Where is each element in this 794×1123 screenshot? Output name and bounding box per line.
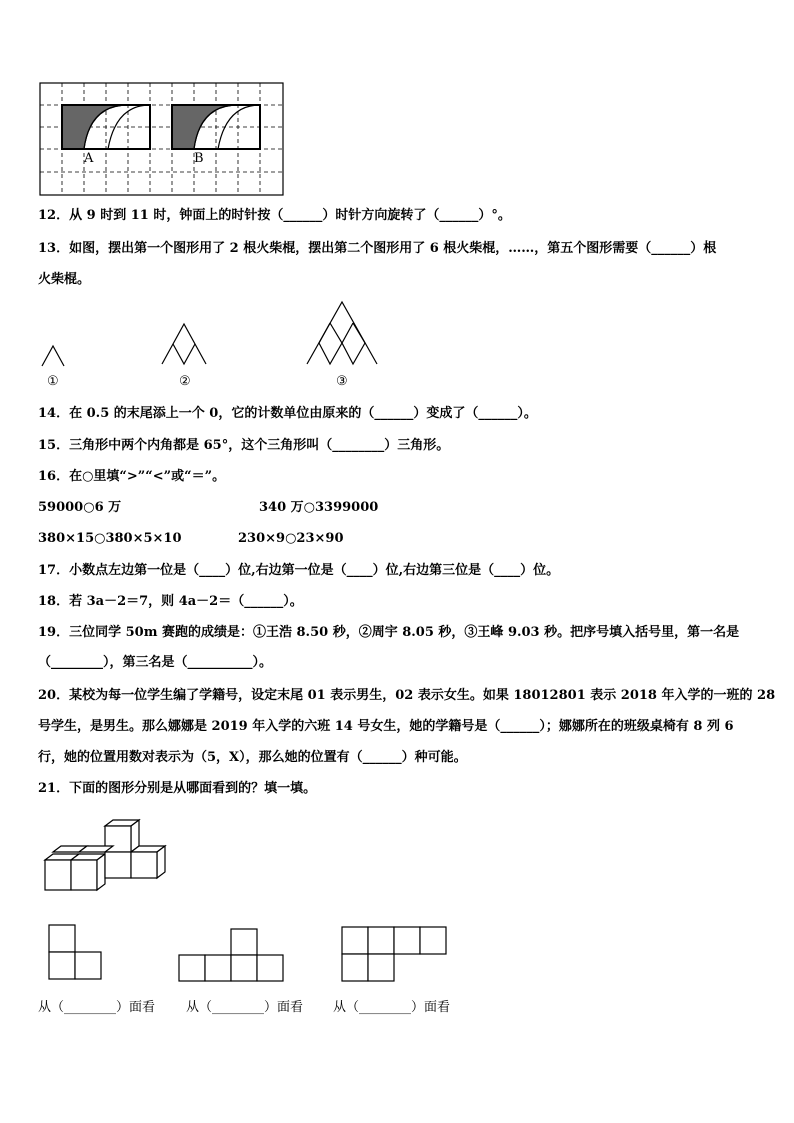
q16-item-3: 380×15○380×5×10	[38, 531, 182, 546]
question-19-line2: （________），第三名是（__________）。	[38, 655, 273, 670]
question-15: 15．三角形中两个内角都是 65°，这个三角形叫（________）三角形。	[38, 438, 450, 453]
question-12: 12．从 9 时到 11 时，钟面上的时针按（______）时针方向旋转了（______）°。	[38, 208, 511, 223]
question-20-line2: 号学生，是男生。那么娜娜是 2019 年入学的六班 14 号女生，她的学籍号是（______）；娜娜所在的班级桌椅有 8 列 6	[38, 719, 734, 734]
grid-figure	[38, 82, 288, 197]
question-20-line3: 行，她的位置用数对表示为（5，X），那么她的位置有（______）种可能。	[38, 750, 467, 765]
q16-item-1: 59000○6 万	[38, 500, 122, 515]
matchstick-figure-2	[160, 320, 210, 365]
figure-label-2: ②	[179, 374, 191, 389]
figure-label-1: ①	[47, 374, 59, 389]
question-14: 14．在 0.5 的末尾添上一个 0，它的计数单位由原来的（______）变成了（______）。	[38, 406, 537, 421]
cube-arrangement	[43, 818, 173, 898]
question-16: 16．在○里填“>”“<”或“＝”。	[38, 469, 226, 484]
question-13-line2: 火柴棍。	[38, 272, 91, 287]
view-shape-2	[178, 928, 288, 988]
label-b: B	[194, 151, 204, 166]
view-answer-3: 从（________）面看	[333, 1000, 451, 1015]
question-20-line1: 20．某校为每一位学生编了学籍号，设定末尾 01 表示男生，02 表示女生。如果 18012801 表示 2018 年入学的一班的 28	[38, 688, 776, 703]
question-18: 18．若 3a－2＝7，则 4a－2＝（______）。	[38, 594, 303, 609]
question-17: 17．小数点左边第一位是（____）位,右边第一位是（____）位,右边第三位是（____）位。	[38, 563, 560, 578]
figure-label-3: ③	[336, 374, 348, 389]
q16-item-2: 340 万○3399000	[259, 500, 379, 515]
view-answer-1: 从（________）面看	[38, 1000, 156, 1015]
view-shape-3	[341, 926, 451, 986]
matchstick-figure-3	[305, 298, 385, 368]
view-shape-1	[48, 924, 108, 984]
question-13-line1: 13．如图，摆出第一个图形用了 2 根火柴棍，摆出第二个图形用了 6 根火柴棍，……，第五个图形需要（______）根	[38, 241, 717, 256]
matchstick-figure-1	[40, 342, 70, 372]
question-19-line1: 19．三位同学 50m 赛跑的成绩是：①王浩 8.50 秒，②周宇 8.05 秒，③王峰 9.03 秒。把序号填入括号里，第一名是	[38, 625, 740, 640]
label-a: A	[84, 151, 94, 166]
question-21: 21．下面的图形分别是从哪面看到的？填一填。	[38, 781, 317, 796]
q16-item-4: 230×9○23×90	[238, 531, 344, 546]
view-answer-2: 从（________）面看	[186, 1000, 304, 1015]
